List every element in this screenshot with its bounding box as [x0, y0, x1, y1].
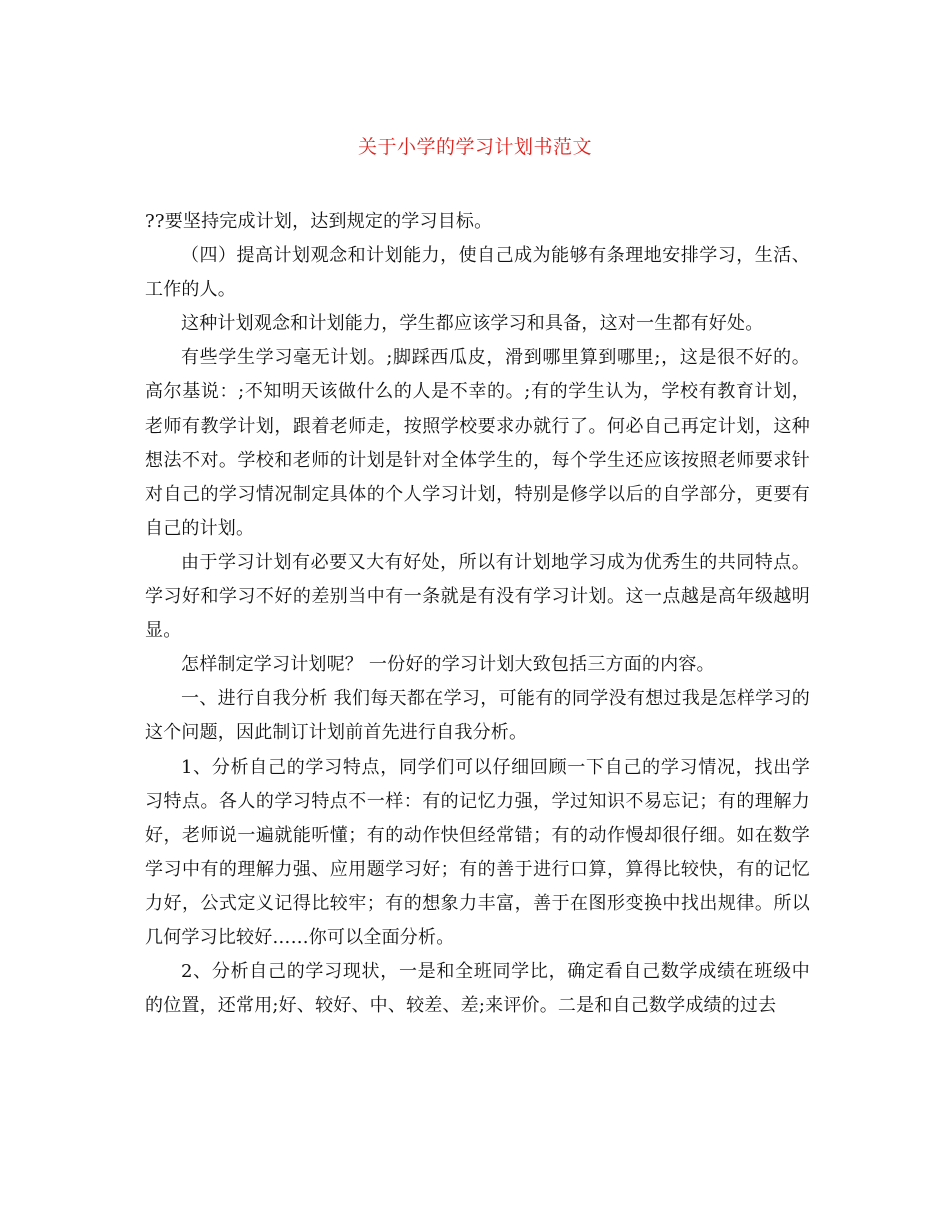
document-body [145, 205, 810, 1023]
paragraph: （四）提高计划观念和计划能力，使自己成为能够有条理地安排学习，生活、工作的人。 [145, 245, 810, 301]
paragraph: 1、分析自己的学习特点，同学们可以仔细回顾一下自己的学习情况，找出学习特点。各人的学习特点不一样：有的记忆力强，学过知识不易忘记；有的理解力好，老师说一遍就能听懂；有的动作快但经常错；有的动作慢却很仔细。如在数学学习中有的理解力强、应用题学习好；有的善于进行口算，算得比较快，有的记忆力好，公式定义记得比较牢；有的想象力丰富，善于在图形变换中找出规律。所以几何学习比较好……你可以全面分析。 [145, 756, 810, 948]
paragraph: 由于学习计划有必要又大有好处，所以有计划地学习成为优秀生的共同特点。学习好和学习不好的差别当中有一条就是有没有学习计划。这一点越是高年级越明显。 [145, 551, 810, 642]
paragraph: 有些学生学习毫无计划。;脚踩西瓜皮，滑到哪里算到哪里;，这是很不好的。高尔基说：;不知明天该做什么的人是不幸的。;有的学生认为，学校有教育计划，老师有教学计划，跟着老师走，按照学校要求办就行了。何必自己再定计划，这种想法不对。学校和老师的计划是针对全体学生的，每个学生还应该按照老师要求针对自己的学习情况制定具体的个人学习计划，特别是修学以后的自学部分，更要有自己的计划。 [145, 347, 810, 539]
paragraph: 怎样制定学习计划呢？ 一份好的学习计划大致包括三方面的内容。 [181, 654, 715, 676]
document-title: 关于小学的学习计划书范文 [357, 136, 592, 158]
paragraph: ??要坚持完成计划，达到规定的学习目标。 [145, 211, 493, 232]
paragraph: 2、分析自己的学习现状，一是和全班同学比，确定看自己数学成绩在班级中的位置，还常用;好、较好、中、较差、差;来评价。二是和自己数学成绩的过去 [145, 961, 810, 1017]
paragraph: 一、进行自我分析 我们每天都在学习，可能有的同学没有想过我是怎样学习的这个问题，因此制订计划前首先进行自我分析。 [145, 688, 810, 744]
paragraph: 这种计划观念和计划能力，学生都应该学习和具备，这对一生都有好处。 [181, 313, 764, 335]
